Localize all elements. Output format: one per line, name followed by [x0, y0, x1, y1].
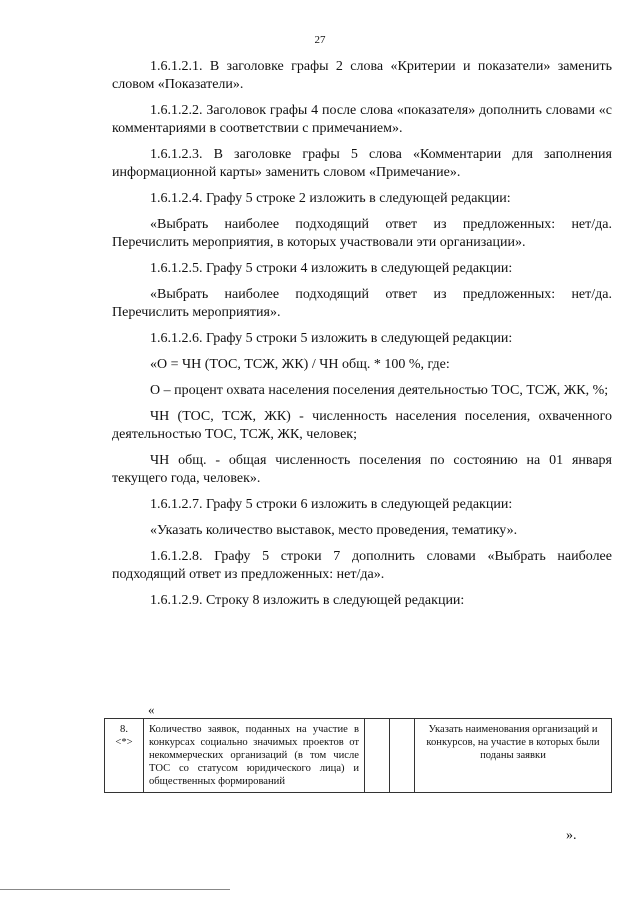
paragraph-1-6-1-2-7: 1.6.1.2.7. Графу 5 строки 6 изложить в следующей редакции: — [150, 497, 513, 512]
paragraph-1-6-1-2-3: 1.6.1.2.3. В заголовке графы 5 слова «Комментарии для заполнения информационной карты» заменить словом «Примечание». — [112, 147, 612, 180]
paragraph-1-6-1-2-2: 1.6.1.2.2. Заголовок графы 4 после слова «показателя» дополнить словами «с комментариями в соответствии с примечанием». — [112, 103, 612, 136]
formula-line: «О = ЧН (ТОС, ТСЖ, ЖК) / ЧН общ. * 100 %, где: — [150, 357, 450, 372]
note-cell: Указать наименования организаций и конкурсов, на участие в которых были поданы заявки — [415, 719, 612, 793]
paragraph-1-6-1-2-6: 1.6.1.2.6. Графу 5 строки 5 изложить в следующей редакции: — [150, 331, 513, 346]
definition-chn-tos: ЧН (ТОС, ТСЖ, ЖК) - численность населения поселения, охваченного деятельностью ТОС, ТСЖ, ЖК, человек; — [112, 409, 612, 442]
paragraph-1-6-1-2-1: 1.6.1.2.1. В заголовке графы 2 слова «Критерии и показатели» заменить словом «Показатели». — [112, 59, 612, 92]
paragraph-1-6-1-2-9: 1.6.1.2.9. Строку 8 изложить в следующей редакции: — [150, 593, 465, 608]
footer-divider — [0, 889, 230, 890]
document-body — [112, 58, 612, 610]
row-8-table — [104, 718, 612, 793]
definition-chn-total: ЧН общ. - общая численность поселения по состоянию на 01 января текущего года, человек». — [112, 453, 612, 486]
page-number: 27 — [314, 34, 326, 46]
paragraph-1-6-1-2-8: 1.6.1.2.8. Графу 5 строки 7 дополнить словами «Выбрать наиболее подходящий ответ из предложенных: нет/да». — [112, 549, 612, 582]
opening-quote: « — [148, 702, 155, 717]
definition-o: О – процент охвата населения поселения деятельностью ТОС, ТСЖ, ЖК, %; — [150, 383, 609, 398]
paragraph-1-6-1-2-4: 1.6.1.2.4. Графу 5 строке 2 изложить в следующей редакции: — [150, 191, 511, 206]
row-number: 8. — [120, 724, 128, 735]
closing-quote: ». — [566, 828, 577, 843]
row-number-cell — [105, 719, 144, 793]
empty-cell-4 — [390, 719, 415, 793]
paragraph-quote-1: «Выбрать наиболее подходящий ответ из предложенных: нет/да. Перечислить мероприятия, в которых участвовали эти организации». — [112, 217, 612, 250]
criterion-cell: Количество заявок, поданных на участие в конкурсах социально значимых проектов от некоммерческих организаций (в том числе ТОС со статусом юридического лица) и общественных формирований — [144, 719, 365, 793]
paragraph-quote-exhibitions: «Указать количество выставок, место проведения, тематику». — [150, 523, 518, 538]
paragraph-1-6-1-2-5: 1.6.1.2.5. Графу 5 строки 4 изложить в следующей редакции: — [150, 261, 513, 276]
row-mark: <*> — [115, 737, 133, 748]
table-row — [105, 719, 612, 793]
empty-cell-3 — [365, 719, 390, 793]
paragraph-quote-2: «Выбрать наиболее подходящий ответ из предложенных: нет/да. Перечислить мероприятия». — [112, 287, 612, 320]
